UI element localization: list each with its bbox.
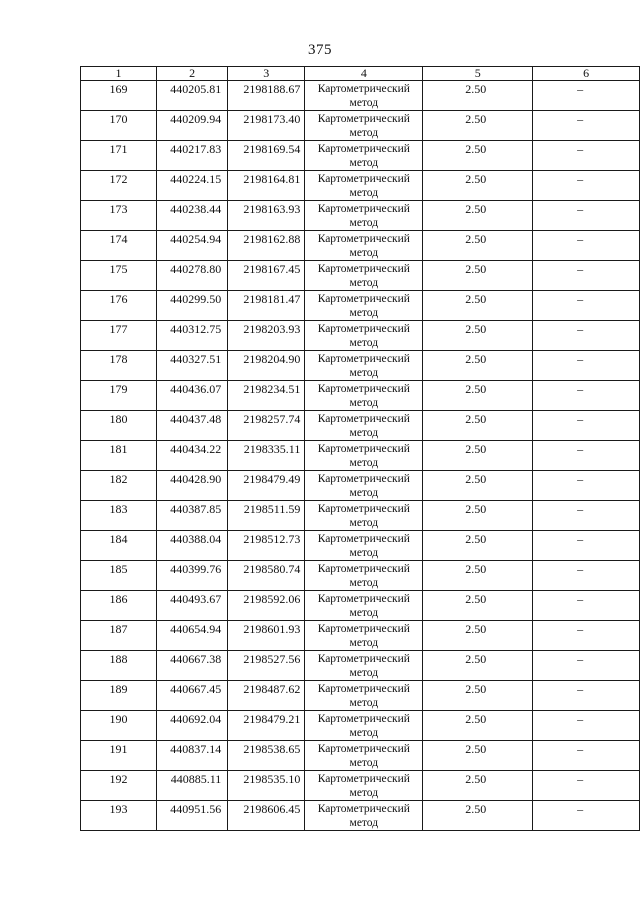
table-row [81,501,640,531]
accuracy-cell [423,801,533,831]
accuracy-cell [423,381,533,411]
accuracy-cell-text: 2.50 [465,172,487,186]
method-cell: Картометрический метод [305,261,423,291]
accuracy-cell [423,171,533,201]
method-cell: Картометрический метод [305,411,423,441]
note-cell [533,81,640,111]
y-coordinate-cell: 2198335.11 [228,441,305,471]
point-number-cell: 177 [81,321,157,351]
y-coordinate-cell: 2198479.49 [228,471,305,501]
x-coordinate-cell: 440667.45 [156,681,227,711]
table-row [81,81,640,111]
table-body [81,81,640,831]
note-cell-text: – [577,292,584,306]
point-number-cell: 175 [81,261,157,291]
note-cell-text: – [577,442,584,456]
accuracy-cell-text: 2.50 [465,652,487,666]
table-row [81,171,640,201]
accuracy-cell [423,681,533,711]
note-cell-text: – [577,742,584,756]
accuracy-cell-text: 2.50 [465,262,487,276]
accuracy-cell-text: 2.50 [465,412,487,426]
accuracy-cell-text: 2.50 [465,322,487,336]
accuracy-cell [423,321,533,351]
y-coordinate-cell: 2198203.93 [228,321,305,351]
accuracy-cell [423,111,533,141]
note-cell [533,771,640,801]
x-coordinate-cell: 440885.11 [156,771,227,801]
table-row [81,291,640,321]
column-header: 5 [423,67,533,81]
note-cell-text: – [577,772,584,786]
accuracy-cell [423,651,533,681]
note-cell-text: – [577,652,584,666]
note-cell [533,591,640,621]
x-coordinate-cell: 440437.48 [156,411,227,441]
x-coordinate-cell: 440654.94 [156,621,227,651]
accuracy-cell-text: 2.50 [465,382,487,396]
note-cell-text: – [577,112,584,126]
y-coordinate-cell: 2198527.56 [228,651,305,681]
method-cell: Картометрический метод [305,291,423,321]
table-row [81,561,640,591]
note-cell-text: – [577,802,584,816]
note-cell [533,141,640,171]
point-number-cell: 192 [81,771,157,801]
table-row [81,531,640,561]
y-coordinate-cell: 2198173.40 [228,111,305,141]
accuracy-cell-text: 2.50 [465,712,487,726]
point-number-cell: 171 [81,141,157,171]
note-cell [533,531,640,561]
accuracy-cell-text: 2.50 [465,232,487,246]
method-cell: Картометрический метод [305,231,423,261]
accuracy-cell-text: 2.50 [465,742,487,756]
accuracy-cell [423,501,533,531]
point-number-cell: 188 [81,651,157,681]
accuracy-cell [423,231,533,261]
accuracy-cell-text: 2.50 [465,352,487,366]
point-number-cell: 173 [81,201,157,231]
method-cell: Картометрический метод [305,381,423,411]
y-coordinate-cell: 2198163.93 [228,201,305,231]
column-header: 6 [533,67,640,81]
coordinates-table [80,66,640,831]
table-row [81,201,640,231]
note-cell [533,321,640,351]
method-cell: Картометрический метод [305,201,423,231]
x-coordinate-cell: 440837.14 [156,741,227,771]
table-row [81,651,640,681]
column-header: 1 [81,67,157,81]
y-coordinate-cell: 2198535.10 [228,771,305,801]
y-coordinate-cell: 2198601.93 [228,621,305,651]
note-cell-text: – [577,412,584,426]
note-cell [533,711,640,741]
accuracy-cell [423,591,533,621]
point-number-cell: 185 [81,561,157,591]
y-coordinate-cell: 2198592.06 [228,591,305,621]
accuracy-cell [423,351,533,381]
note-cell [533,351,640,381]
y-coordinate-cell: 2198181.47 [228,291,305,321]
point-number-cell: 189 [81,681,157,711]
point-number-cell: 180 [81,411,157,441]
table-row [81,471,640,501]
accuracy-cell-text: 2.50 [465,622,487,636]
table-header-row [81,67,640,81]
note-cell [533,801,640,831]
y-coordinate-cell: 2198606.45 [228,801,305,831]
point-number-cell: 193 [81,801,157,831]
y-coordinate-cell: 2198511.59 [228,501,305,531]
note-cell [533,381,640,411]
y-coordinate-cell: 2198169.54 [228,141,305,171]
y-coordinate-cell: 2198204.90 [228,351,305,381]
note-cell-text: – [577,202,584,216]
column-header: 2 [156,67,227,81]
y-coordinate-cell: 2198479.21 [228,711,305,741]
point-number-cell: 182 [81,471,157,501]
table-row [81,321,640,351]
method-cell: Картометрический метод [305,711,423,741]
y-coordinate-cell: 2198580.74 [228,561,305,591]
method-cell: Картометрический метод [305,741,423,771]
note-cell [533,561,640,591]
accuracy-cell-text: 2.50 [465,142,487,156]
x-coordinate-cell: 440388.04 [156,531,227,561]
method-cell: Картометрический метод [305,771,423,801]
x-coordinate-cell: 440387.85 [156,501,227,531]
x-coordinate-cell: 440951.56 [156,801,227,831]
x-coordinate-cell: 440224.15 [156,171,227,201]
point-number-cell: 176 [81,291,157,321]
note-cell [533,621,640,651]
table-row [81,141,640,171]
table-row [81,591,640,621]
note-cell [533,471,640,501]
method-cell: Картометрический метод [305,81,423,111]
table-row [81,351,640,381]
x-coordinate-cell: 440299.50 [156,291,227,321]
table-row [81,111,640,141]
note-cell [533,261,640,291]
table-row [81,411,640,441]
point-number-cell: 187 [81,621,157,651]
y-coordinate-cell: 2198512.73 [228,531,305,561]
table-row [81,381,640,411]
y-coordinate-cell: 2198487.62 [228,681,305,711]
accuracy-cell [423,81,533,111]
table-row [81,681,640,711]
accuracy-cell-text: 2.50 [465,682,487,696]
accuracy-cell [423,201,533,231]
note-cell-text: – [577,142,584,156]
note-cell [533,651,640,681]
accuracy-cell-text: 2.50 [465,202,487,216]
accuracy-cell [423,141,533,171]
note-cell-text: – [577,262,584,276]
accuracy-cell-text: 2.50 [465,112,487,126]
x-coordinate-cell: 440217.83 [156,141,227,171]
table-row [81,621,640,651]
note-cell-text: – [577,532,584,546]
note-cell [533,411,640,441]
x-coordinate-cell: 440399.76 [156,561,227,591]
point-number-cell: 172 [81,171,157,201]
x-coordinate-cell: 440434.22 [156,441,227,471]
x-coordinate-cell: 440436.07 [156,381,227,411]
point-number-cell: 170 [81,111,157,141]
x-coordinate-cell: 440205.81 [156,81,227,111]
note-cell-text: – [577,352,584,366]
y-coordinate-cell: 2198234.51 [228,381,305,411]
note-cell [533,501,640,531]
y-coordinate-cell: 2198167.45 [228,261,305,291]
note-cell-text: – [577,232,584,246]
point-number-cell: 190 [81,711,157,741]
y-coordinate-cell: 2198164.81 [228,171,305,201]
note-cell [533,441,640,471]
note-cell-text: – [577,592,584,606]
accuracy-cell-text: 2.50 [465,562,487,576]
method-cell: Картометрический метод [305,471,423,501]
method-cell: Картометрический метод [305,651,423,681]
note-cell [533,201,640,231]
table-row [81,711,640,741]
point-number-cell: 169 [81,81,157,111]
table-row [81,741,640,771]
method-cell: Картометрический метод [305,351,423,381]
x-coordinate-cell: 440327.51 [156,351,227,381]
x-coordinate-cell: 440667.38 [156,651,227,681]
accuracy-cell-text: 2.50 [465,472,487,486]
x-coordinate-cell: 440278.80 [156,261,227,291]
point-number-cell: 181 [81,441,157,471]
accuracy-cell [423,711,533,741]
accuracy-cell-text: 2.50 [465,532,487,546]
x-coordinate-cell: 440692.04 [156,711,227,741]
accuracy-cell [423,771,533,801]
note-cell-text: – [577,562,584,576]
accuracy-cell [423,261,533,291]
note-cell [533,171,640,201]
note-cell [533,681,640,711]
accuracy-cell-text: 2.50 [465,772,487,786]
point-number-cell: 179 [81,381,157,411]
y-coordinate-cell: 2198538.65 [228,741,305,771]
x-coordinate-cell: 440312.75 [156,321,227,351]
method-cell: Картометрический метод [305,591,423,621]
note-cell-text: – [577,172,584,186]
x-coordinate-cell: 440209.94 [156,111,227,141]
accuracy-cell [423,531,533,561]
accuracy-cell-text: 2.50 [465,292,487,306]
note-cell-text: – [577,472,584,486]
method-cell: Картометрический метод [305,141,423,171]
y-coordinate-cell: 2198162.88 [228,231,305,261]
accuracy-cell [423,291,533,321]
accuracy-cell-text: 2.50 [465,592,487,606]
method-cell: Картометрический метод [305,171,423,201]
note-cell-text: – [577,502,584,516]
point-number-cell: 178 [81,351,157,381]
method-cell: Картометрический метод [305,681,423,711]
accuracy-cell-text: 2.50 [465,802,487,816]
x-coordinate-cell: 440254.94 [156,231,227,261]
table-row [81,801,640,831]
x-coordinate-cell: 440238.44 [156,201,227,231]
table-row [81,261,640,291]
method-cell: Картометрический метод [305,501,423,531]
point-number-cell: 191 [81,741,157,771]
method-cell: Картометрический метод [305,621,423,651]
column-header: 4 [305,67,423,81]
table-row [81,771,640,801]
note-cell [533,231,640,261]
method-cell: Картометрический метод [305,111,423,141]
y-coordinate-cell: 2198188.67 [228,81,305,111]
note-cell-text: – [577,322,584,336]
accuracy-cell [423,471,533,501]
accuracy-cell-text: 2.50 [465,442,487,456]
point-number-cell: 174 [81,231,157,261]
accuracy-cell-text: 2.50 [465,502,487,516]
x-coordinate-cell: 440493.67 [156,591,227,621]
table-row [81,441,640,471]
accuracy-cell [423,441,533,471]
method-cell: Картометрический метод [305,531,423,561]
method-cell: Картометрический метод [305,801,423,831]
y-coordinate-cell: 2198257.74 [228,411,305,441]
note-cell-text: – [577,682,584,696]
note-cell-text: – [577,382,584,396]
method-cell: Картометрический метод [305,561,423,591]
note-cell-text: – [577,712,584,726]
note-cell [533,291,640,321]
table-row [81,231,640,261]
accuracy-cell [423,621,533,651]
method-cell: Картометрический метод [305,441,423,471]
page-number: 375 [308,42,332,58]
note-cell-text: – [577,82,584,96]
point-number-cell: 184 [81,531,157,561]
note-cell [533,741,640,771]
method-cell: Картометрический метод [305,321,423,351]
note-cell-text: – [577,622,584,636]
point-number-cell: 186 [81,591,157,621]
point-number-cell: 183 [81,501,157,531]
x-coordinate-cell: 440428.90 [156,471,227,501]
accuracy-cell [423,561,533,591]
accuracy-cell [423,411,533,441]
accuracy-cell [423,741,533,771]
accuracy-cell-text: 2.50 [465,82,487,96]
note-cell [533,111,640,141]
column-header: 3 [228,67,305,81]
